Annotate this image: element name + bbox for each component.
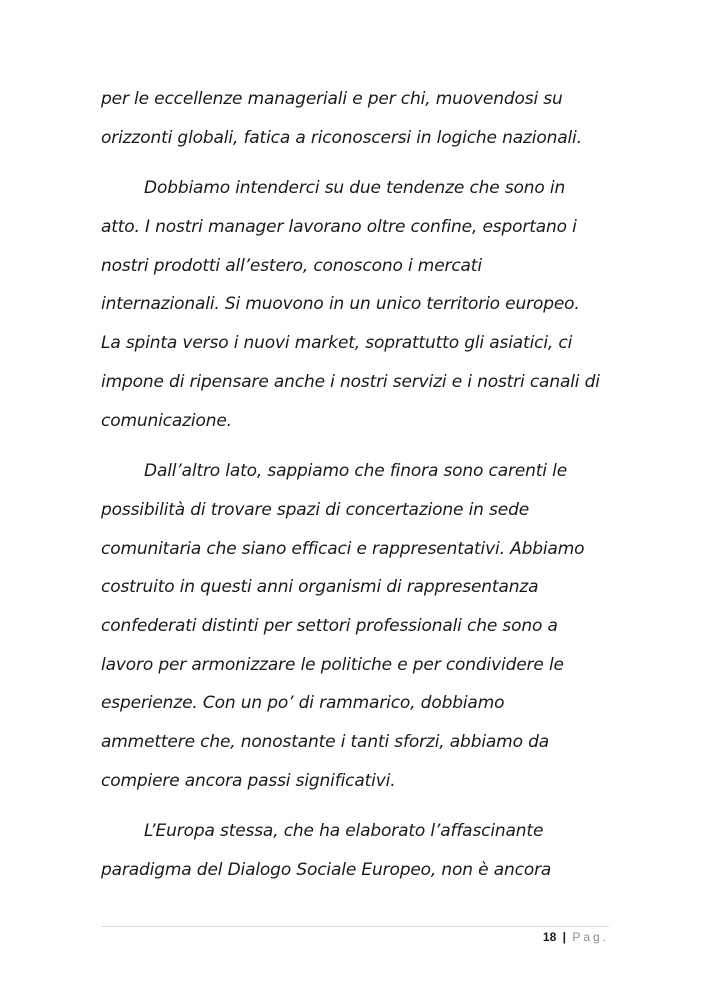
- text-line: per le eccellenze manageriali e per chi, muovendosi su: [101, 89, 563, 109]
- text-line: Dall’altro lato, sappiamo che finora sono carenti le: [144, 461, 568, 482]
- text-line: comunitaria che siano efficaci e rappresentativi. Abbiamo: [101, 538, 585, 559]
- paragraph: [101, 812, 621, 889]
- text-line: Dobbiamo intenderci su due tendenze che sono in: [144, 178, 566, 199]
- text-line: lavoro per armonizzare le politiche e per condividere le: [101, 654, 564, 675]
- paragraph: [101, 80, 621, 157]
- text-line: impone di ripensare anche i nostri servizi e i nostri canali di: [101, 371, 600, 392]
- text-line: paradigma del Dialogo Sociale Europeo, non è ancora: [101, 860, 552, 881]
- paragraph-gap: [101, 800, 621, 812]
- footer-divider: [101, 926, 609, 927]
- text-line: La spinta verso i nuovi market, soprattutto gli asiatici, ci: [101, 333, 573, 354]
- page-label: Pag.: [572, 930, 609, 944]
- text-line: esperienze. Con un po’ di rammarico, dobbiamo: [101, 693, 505, 714]
- text-line: orizzonti globali, fatica a riconoscersi in logiche nazionali.: [101, 127, 582, 148]
- text-line: L’Europa stessa, che ha elaborato l’affascinante: [144, 821, 544, 842]
- paragraph: [101, 169, 621, 440]
- page-number: 18: [542, 930, 557, 944]
- paragraph: [101, 452, 621, 800]
- text-line: possibilità di trovare spazi di concertazione in sede: [101, 499, 530, 520]
- text-line: internazionali. Si muovono in un unico territorio europeo.: [101, 294, 580, 315]
- footer-separator: |: [562, 930, 566, 944]
- body-text: [101, 80, 621, 890]
- text-line: comunicazione.: [101, 410, 232, 431]
- paragraph-gap: [101, 157, 621, 169]
- text-line: nostri prodotti all’estero, conoscono i mercati: [101, 255, 482, 276]
- paragraph-gap: [101, 440, 621, 452]
- text-line: costruito in questi anni organismi di rappresentanza: [101, 577, 539, 598]
- text-line: compiere ancora passi significativi.: [101, 770, 396, 791]
- text-line: confederati distinti per settori professionali che sono a: [101, 615, 558, 636]
- page-footer: [543, 929, 609, 945]
- text-line: atto. I nostri manager lavorano oltre confine, esportano i: [101, 217, 577, 238]
- text-line: ammettere che, nonostante i tanti sforzi, abbiamo da: [101, 732, 549, 752]
